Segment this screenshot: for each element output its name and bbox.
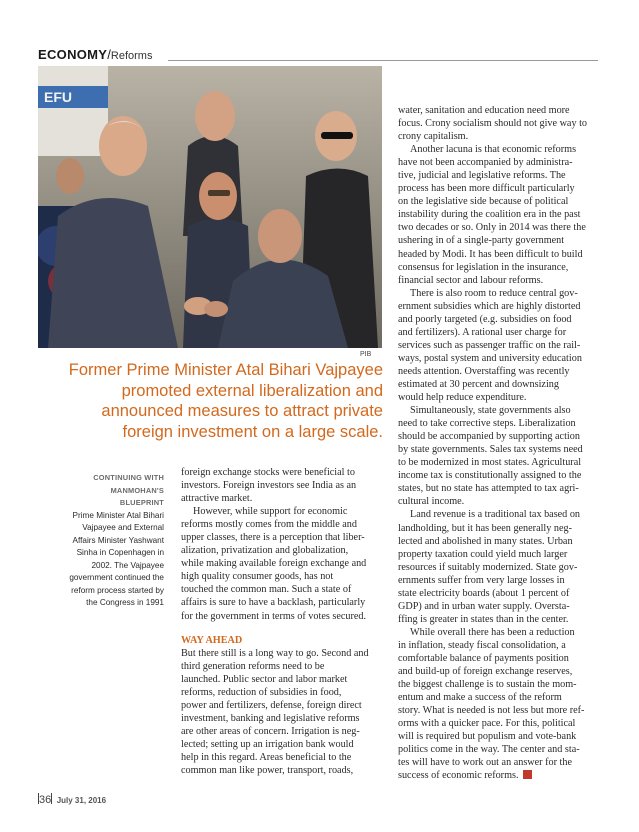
text-line: financial sector and labour reforms. bbox=[398, 274, 544, 286]
text-line: for the government in terms of votes secured. bbox=[181, 610, 367, 622]
photo-credit: PIB bbox=[360, 351, 372, 358]
text-line: reforms, reduction of subsidies in food, bbox=[181, 686, 342, 698]
text-line: touched the common man. Such a state of bbox=[181, 584, 352, 596]
end-mark-icon bbox=[523, 770, 532, 779]
section-name: ECONOMY bbox=[38, 47, 108, 62]
text-line: ways, postal system and university education bbox=[398, 352, 582, 364]
footer-divider bbox=[51, 793, 52, 804]
side-body-line: the Congress in 1991 bbox=[86, 598, 164, 607]
text-line: Another lacuna is that economic reforms bbox=[410, 144, 577, 156]
paragraph bbox=[398, 404, 598, 508]
text-line: headed by Modi. It has been difficult to build bbox=[398, 248, 583, 260]
side-body-line: Affairs Minister Yashwant bbox=[72, 535, 164, 545]
text-line: by state governments. Sales tax systems need bbox=[398, 444, 583, 456]
caption-line: foreign investment on a large scale. bbox=[122, 422, 383, 441]
text-line: power and fertilizers, defense, foreign direct bbox=[181, 699, 362, 711]
paragraph bbox=[181, 647, 381, 777]
side-caption-body bbox=[56, 510, 164, 610]
text-line: should be accompanied by supporting action bbox=[398, 431, 580, 443]
header-rule bbox=[168, 60, 598, 61]
photo-caption bbox=[38, 360, 383, 442]
text-line: third generation reforms need to be bbox=[181, 660, 325, 672]
text-line: to be modernized in most states. Agricultural bbox=[398, 457, 582, 469]
text-line: But there still is a long way to go. Second and bbox=[181, 647, 369, 659]
text-line: instability during the coalition era in the past bbox=[398, 209, 581, 221]
text-line: launched. Public sector and labor market bbox=[181, 673, 348, 685]
text-line: have not been accompanied by administra- bbox=[398, 157, 573, 169]
text-line: foreign exchange stocks were beneficial to bbox=[181, 467, 355, 478]
text-line: will is required but populism and vote-bank bbox=[398, 731, 577, 743]
text-line: lected and abolished in many states. Urban bbox=[398, 535, 573, 547]
text-line: ernments suffer from very large losses in bbox=[398, 574, 565, 586]
article-column-1 bbox=[181, 466, 381, 777]
text-line: tes will have to work out an answer for the bbox=[398, 757, 572, 769]
side-body-line: government continued the bbox=[69, 573, 164, 582]
text-line: resources if suitably modernized. State gov- bbox=[398, 561, 578, 573]
text-line: entum and make a success of the reform bbox=[398, 692, 562, 704]
text-line: However, while support for economic bbox=[193, 506, 348, 518]
text-line: process has been more difficult particularly bbox=[398, 183, 575, 195]
text-line: and poorly targeted (e.g. subsidies on food bbox=[398, 313, 572, 325]
text-line: and build-up of foreign exchange reserves, bbox=[398, 666, 573, 678]
text-line: cultural income. bbox=[398, 496, 465, 508]
text-line: crony capitalism. bbox=[398, 131, 469, 143]
paragraph bbox=[398, 143, 598, 287]
text-line: Simultaneously, state governments also bbox=[410, 405, 571, 417]
text-line: investment, banking and legislative reforms bbox=[181, 712, 360, 724]
paragraph bbox=[398, 104, 598, 143]
paragraph bbox=[398, 626, 598, 783]
caption-line: announced measures to attract private bbox=[101, 402, 383, 420]
subheading-way-ahead: WAY AHEAD bbox=[181, 634, 243, 646]
text-line: estimated at 30 percent and downsizing bbox=[398, 378, 559, 390]
section-header bbox=[38, 46, 598, 64]
photo-illustration bbox=[38, 66, 382, 348]
side-heading-line: CONTINUING WITH bbox=[93, 473, 164, 482]
paragraph bbox=[398, 508, 598, 625]
sign-text: EFU bbox=[44, 89, 72, 105]
text-line: help in this regard. Areas beneficial to the bbox=[181, 751, 352, 763]
text-line: orms with a quicker pace. For this, political bbox=[398, 718, 576, 730]
side-body-line: Prime Minister Atal Bihari bbox=[72, 510, 164, 520]
paragraph bbox=[181, 466, 381, 505]
text-line: property taxation could yield much larger bbox=[398, 548, 568, 560]
text-line: income tax is constitutionally assigned to the bbox=[398, 470, 582, 482]
text-line: reforms mostly comes from the middle and bbox=[181, 519, 357, 531]
caption-line: Former Prime Minister Atal Bihari Vajpayee bbox=[68, 361, 383, 379]
side-body-line: 2002. The Vajpayee bbox=[91, 560, 164, 570]
side-caption bbox=[56, 472, 164, 610]
side-body-line: Sinha in Copenhagen in bbox=[76, 548, 164, 557]
page-number: 36 bbox=[39, 794, 52, 806]
page-footer bbox=[38, 790, 106, 808]
text-line: water, sanitation and education need more bbox=[398, 105, 570, 116]
side-heading-line: MANMOHAN'S bbox=[110, 485, 164, 495]
subsection-name: Reforms bbox=[110, 50, 153, 62]
text-line: politics come in the way. The center and sta- bbox=[398, 744, 580, 756]
text-line: in inflation, steady fiscal consolidation, a bbox=[398, 639, 566, 651]
text-line: on the legislative side because of political bbox=[398, 196, 569, 208]
text-line: two decades or so. Only in 2014 was there the bbox=[398, 222, 586, 234]
text-line: ushering in of a single-party government bbox=[398, 235, 565, 247]
article-column-2 bbox=[398, 104, 598, 782]
text-line: While overall there has been a reduction bbox=[410, 626, 575, 638]
text-line: consensus for legislation in the insurance, bbox=[398, 261, 569, 273]
text-line: ffing is greater in states than in the center. bbox=[398, 613, 569, 625]
text-line: lected; setting up an irrigation bank would bbox=[181, 738, 354, 750]
text-line: the biggest challenge is to sustain the mom- bbox=[398, 679, 577, 691]
text-line: affairs is sure to have a backlash, particularly bbox=[181, 597, 366, 609]
text-line-final bbox=[398, 769, 598, 782]
text-line: ernment subsidies which are highly distorted bbox=[398, 300, 581, 312]
text-line: high quality consumer goods, has not bbox=[181, 571, 334, 583]
text-line: tive, judicial and legislative reforms. The bbox=[398, 170, 566, 182]
text-line: story. What is needed is not less but more ref- bbox=[398, 705, 585, 717]
text-line: would help reduce expenditure. bbox=[398, 392, 527, 404]
side-body-line: reform process started by bbox=[71, 585, 164, 595]
text-line: need to take corrective steps. Liberalization bbox=[398, 418, 576, 430]
section-separator: / bbox=[107, 47, 111, 62]
text-line: services such as passenger traffic on the rail- bbox=[398, 339, 581, 351]
paragraph bbox=[398, 287, 598, 404]
text-line: There is also room to reduce central gov- bbox=[410, 287, 578, 299]
paragraph bbox=[181, 505, 381, 622]
article-photo bbox=[38, 66, 382, 348]
text-line: investors. Foreign investors see India as an bbox=[181, 480, 357, 492]
text-line: success of economic reforms. bbox=[398, 770, 519, 782]
side-heading-line: BLUEPRINT bbox=[119, 498, 164, 507]
text-line: and fertilizers). A rational user charge for bbox=[398, 326, 567, 338]
text-line: state electricity boards (about 1 percent of bbox=[398, 587, 570, 599]
side-caption-heading bbox=[56, 472, 164, 510]
text-line: Land revenue is a traditional tax based on bbox=[410, 509, 581, 521]
side-body-line: Vajpayee and External bbox=[82, 523, 164, 532]
text-line: needs attention. Overstaffing was recently bbox=[398, 365, 570, 377]
caption-line: promoted external liberalization and bbox=[121, 381, 383, 400]
text-line: common man like power, transport, roads, bbox=[181, 765, 354, 777]
text-line: GDP) and in urban water supply. Oversta- bbox=[398, 600, 570, 612]
text-line: while making available foreign exchange and bbox=[181, 558, 367, 570]
text-line: comfortable balance of payments position bbox=[398, 652, 569, 664]
text-line: are other areas of concern. Irrigation is neg- bbox=[181, 725, 360, 737]
text-line: alization, privatization and globalization, bbox=[181, 545, 349, 557]
issue-date: July 31, 2016 bbox=[56, 796, 107, 805]
text-line: states, but no state has attempted to tax agri- bbox=[398, 483, 579, 495]
text-line: focus. Crony socialism should not give way to bbox=[398, 118, 588, 130]
text-line: landholding, but it has been generally neg- bbox=[398, 522, 572, 534]
text-line: upper classes, there is a perception that liber- bbox=[181, 532, 365, 544]
text-line: attractive market. bbox=[181, 493, 253, 505]
